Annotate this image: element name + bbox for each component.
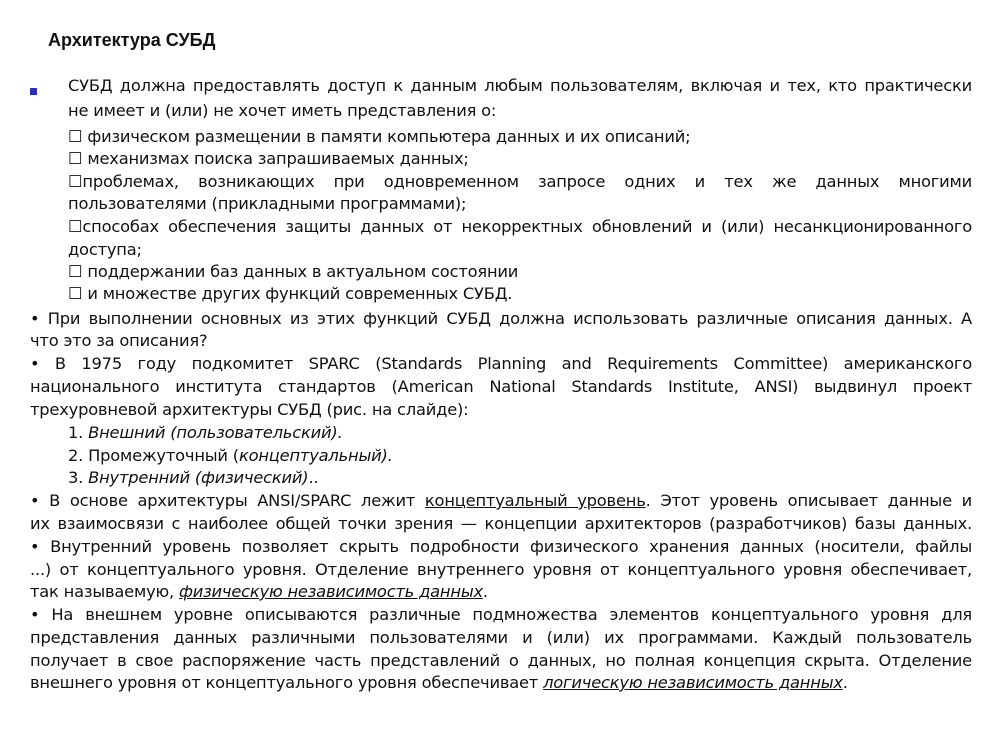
text-line [30,329,207,352]
text-segment: 1. [68,423,89,442]
text-segment: ☐ механизмах поиска запрашиваемых данных; [68,149,469,168]
text-segment: пользователями (прикладными программами); [68,194,467,213]
text-segment: их взаимосвязи с наиболее общей точки зрения — концепции архитекторов (разработчиков) базы данных. [30,514,972,533]
text-segment: СУБД должна предоставлять доступ к данным любым пользователям, включая и тех, кто практически [68,76,972,95]
emphasized-text: Внутренний (физический) [88,468,309,487]
square-bullet-icon [30,88,37,95]
text-segment: . [842,673,848,692]
text-segment: • При выполнении основных из этих функций СУБД должна использовать различные описания данных. А [30,309,972,328]
emphasized-text: концептуальный уровень [424,491,646,510]
text-line [30,603,972,626]
text-segment: • На внешнем уровне описываются различные подмножества элементов концептуального уровня для [30,605,972,624]
text-line [68,170,972,193]
text-segment: 2. Промежуточный ( [68,446,239,465]
emphasized-text: Внешний (пользовательский). [88,423,343,442]
text-segment: что это за описания? [30,331,208,350]
text-segment: . Этот уровень описывает данные и [645,491,972,510]
text-line [30,535,972,558]
text-segment: • Внутренний уровень позволяет скрыть подробности физического хранения данных (носители, файлы [30,537,972,556]
text-line [30,307,972,330]
text-segment: внешнего уровня от концептуального уровня обеспечивает [30,673,544,692]
text-line [30,671,848,694]
text-line [30,398,468,421]
text-line [30,512,972,535]
text-segment: .. [308,468,319,487]
text-line [68,444,393,467]
text-line [68,421,343,444]
text-segment: национального института стандартов (American National Standards Institute, ANSI) выдвинул проект [30,377,972,396]
text-segment: ☐проблемах, возникающих при одновременном запросе одних и тех же данных многими [68,172,972,191]
text-line [30,580,488,603]
text-segment: ...) от концептуального уровня. Отделение внутреннего уровня от концептуального уровня обеспечивает, [30,560,972,579]
text-segment: ☐ и множестве других функций современных СУБД. [68,284,513,303]
text-line [68,125,690,148]
text-line [30,649,972,672]
text-segment: не имеет и (или) не хочет иметь представления о: [68,101,497,120]
text-line [68,238,142,261]
text-line [30,558,972,581]
text-segment: так называемую, [30,582,179,601]
text-segment: • В основе архитектуры ANSI/SPARC лежит [30,491,425,510]
text-segment: трехуровневой архитектуры СУБД (рис. на слайде): [30,400,469,419]
text-line [30,375,972,398]
text-segment: получает в свое распоряжение часть представлений о данных, но полная концепция скрыта. Отделение [30,651,972,670]
text-line [68,99,496,122]
text-line [68,215,972,238]
text-segment: ☐ поддержании баз данных в актуальном состоянии [68,262,519,281]
text-segment: . [482,582,488,601]
text-line [68,466,318,489]
text-line [68,192,466,215]
text-segment: • В 1975 году подкомитет SPARC (Standards Planning and Requirements Committee) американского [30,354,972,373]
text-line [68,147,469,170]
text-line [68,74,972,97]
text-line [30,489,972,512]
emphasized-text: логическую независимость данных [543,673,843,692]
page-title: Архитектура СУБД [48,30,216,50]
text-segment: 3. [68,468,89,487]
text-segment: ☐способах обеспечения защиты данных от некорректных обновлений и (или) несанкционированного [68,217,972,236]
text-segment: представления данных различными пользователями и (или) их программами. Каждый пользователь [30,628,972,647]
text-segment: доступа; [68,240,142,259]
emphasized-text: физическую независимость данных [178,582,483,601]
text-line [30,352,972,375]
text-segment: ☐ физическом размещении в памяти компьютера данных и их описаний; [68,127,691,146]
text-line [30,626,972,649]
emphasized-text: концептуальный). [238,446,393,465]
text-line [68,260,518,283]
text-line [68,282,512,305]
